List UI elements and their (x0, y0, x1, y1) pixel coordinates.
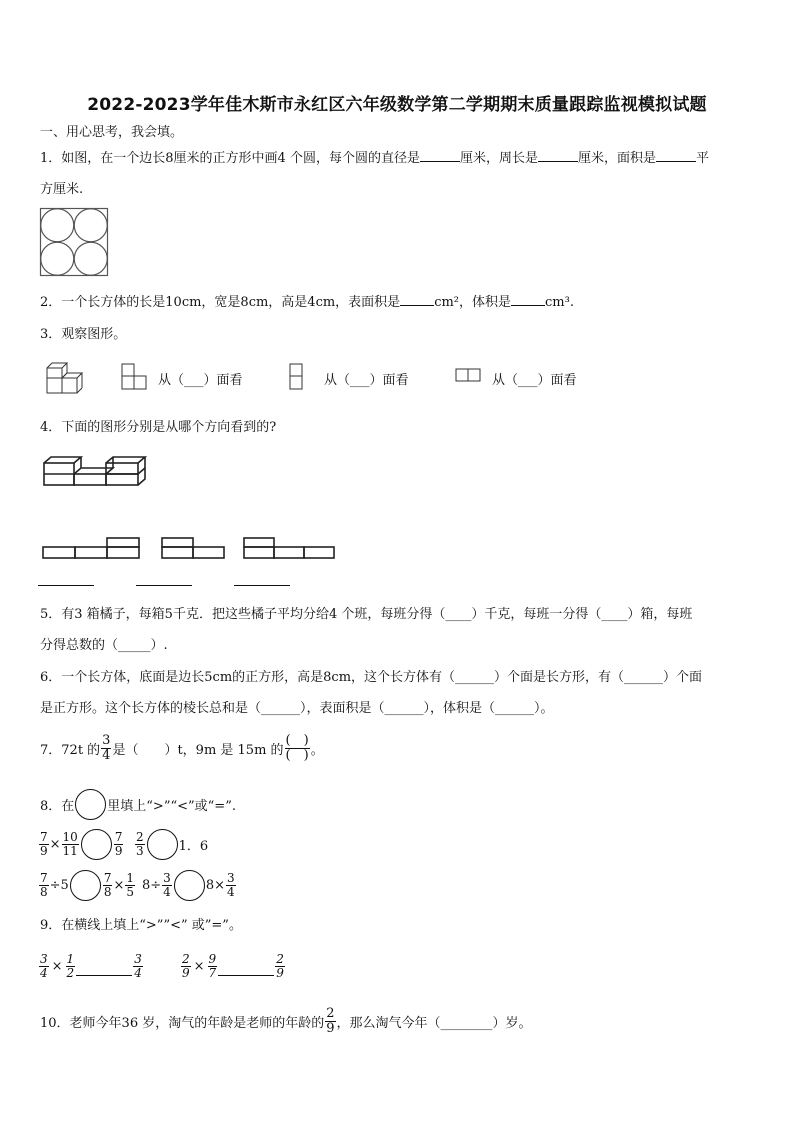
answer-blank[interactable] (538, 161, 578, 162)
question-1-line-2: 方厘米. (40, 182, 84, 197)
fraction: $\frac{3}{4}$ (40, 952, 48, 980)
fraction: $\frac{9}{7}$ (208, 952, 217, 980)
square-four-circles-figure (40, 208, 110, 278)
question-7 (40, 734, 324, 762)
operator: × (113, 878, 125, 893)
block-arrangement-figure (43, 456, 158, 488)
operator: × (49, 837, 61, 852)
view-figure-1 (121, 363, 149, 391)
q1-text-c: 厘米，面积是 (577, 151, 656, 166)
operator: 8× (205, 878, 225, 893)
fraction: $\frac{3}{4}$ (226, 871, 235, 899)
question-5-line-2: 分得总数的（_____）. (40, 638, 168, 653)
view-option-1 (42, 537, 140, 559)
view-label-1: 从（___）面看 (158, 373, 243, 388)
q1-text-d: 平 (695, 151, 709, 166)
fraction: $\frac{10}{11}$ (62, 830, 78, 858)
q7-text-a: 7．72t 的 (40, 742, 101, 758)
answer-circle[interactable] (174, 870, 205, 901)
q8-row-2-left (38, 870, 136, 901)
section-heading: 一、用心思考，我会填。 (40, 125, 184, 140)
question-1-line-1 (40, 147, 709, 166)
q7-text-b: 是（ ）t，9m 是 15m 的 (112, 742, 284, 758)
fraction: $\frac{7}{9}$ (114, 830, 123, 858)
q7-text-c: 。 (310, 742, 324, 758)
fraction: $\frac{2}{9}$ (182, 952, 190, 980)
answer-fraction-blank[interactable]: $\frac{( )}{( )}$ (285, 733, 309, 763)
operator: 8÷ (142, 878, 162, 893)
view-label-2: 从（___）面看 (324, 373, 409, 388)
view-option-3 (243, 537, 335, 559)
operator: × (193, 958, 205, 974)
answer-circle[interactable] (81, 829, 112, 860)
question-6-line-1: 6．一个长方体，底面是边长5cm的正方形，高是8cm，这个长方体有（______）个面是长方形，有（______）个面 (40, 670, 703, 685)
fraction: $\frac{3}{4}$ (163, 871, 171, 899)
q1-text-b: 厘米，周长是 (459, 151, 538, 166)
answer-blank[interactable] (420, 161, 460, 162)
fraction: $\frac{3}{4}$ (102, 733, 111, 763)
q2-text-c: cm³. (545, 295, 574, 310)
compare-circle (75, 789, 106, 820)
q10-text-a: 10．老师今年36 岁，淘气的年龄是老师的年龄的 (40, 1015, 325, 1031)
question-2 (40, 291, 574, 310)
cube-stack-figure (46, 362, 80, 394)
q2-text-a: 2．一个长方体的长是10cm，宽是8cm，高是4cm，表面积是 (40, 295, 401, 310)
view-option-2 (161, 537, 225, 559)
fraction: $\frac{7}{9}$ (40, 830, 48, 858)
operator: ÷5 (49, 878, 69, 893)
question-3-stem: 3．观察图形。 (40, 327, 127, 342)
answer-circle[interactable] (147, 829, 178, 860)
answer-blank[interactable] (76, 975, 132, 976)
value: 1．6 (178, 839, 209, 854)
q2-text-b: cm²，体积是 (434, 295, 512, 310)
view-figure-3 (455, 368, 483, 384)
q9-right-expression (180, 953, 286, 979)
q8-row-1-left (38, 829, 124, 860)
answer-circle[interactable] (70, 870, 101, 901)
fraction: $\frac{7}{8}$ (40, 871, 48, 899)
answer-blank[interactable] (656, 161, 696, 162)
question-4-stem: 4．下面的图形分别是从哪个方向看到的? (40, 420, 277, 435)
view-label-3: 从（___）面看 (492, 373, 577, 388)
question-6-line-2: 是正方形。这个长方体的棱长总和是（______），表面积是（______），体积是（______）。 (40, 701, 554, 716)
q10-text-b: ，那么淘气今年（________）岁。 (336, 1015, 532, 1031)
fraction: $\frac{3}{4}$ (134, 952, 142, 980)
answer-blank[interactable] (511, 305, 545, 306)
fraction: $\frac{7}{8}$ (103, 871, 112, 899)
operator: × (51, 958, 63, 974)
answer-blank[interactable] (218, 975, 274, 976)
question-5-line-1: 5．有3 箱橘子，每箱5千克．把这些橘子平均分给4 个班，每班分得（____）千克，每班一分得（____）箱，每班 (40, 607, 693, 622)
q1-text-a: 1．如图，在一个边长8厘米的正方形中画4 个圆，每个圆的直径是 (40, 151, 420, 166)
fraction: $\frac{2}{3}$ (136, 830, 144, 858)
q9-left-expression (38, 953, 144, 979)
fraction: $\frac{1}{2}$ (66, 952, 75, 980)
answer-blank[interactable] (234, 585, 290, 586)
view-figure-2 (289, 363, 305, 391)
page-title: 2022-2023学年佳木斯市永红区六年级数学第二学期期末质量跟踪监视模拟试题 (87, 95, 707, 115)
answer-blank[interactable] (400, 305, 434, 306)
q8-text-b: 里填上“>”“<”或“=”. (107, 799, 236, 814)
fraction: $\frac{2}{9}$ (326, 1006, 335, 1036)
answer-blank[interactable] (38, 585, 94, 586)
fraction: $\frac{2}{9}$ (276, 952, 284, 980)
answer-blank[interactable] (136, 585, 192, 586)
q8-text-a: 8．在 (40, 799, 75, 814)
question-8-stem (40, 789, 236, 820)
q8-row-1-right (134, 829, 208, 860)
q8-row-2-right (142, 870, 237, 901)
fraction: $\frac{1}{5}$ (126, 871, 134, 899)
question-10 (40, 1007, 532, 1035)
question-9-stem: 9．在横线上填上“>””<” 或”=”。 (40, 918, 242, 933)
